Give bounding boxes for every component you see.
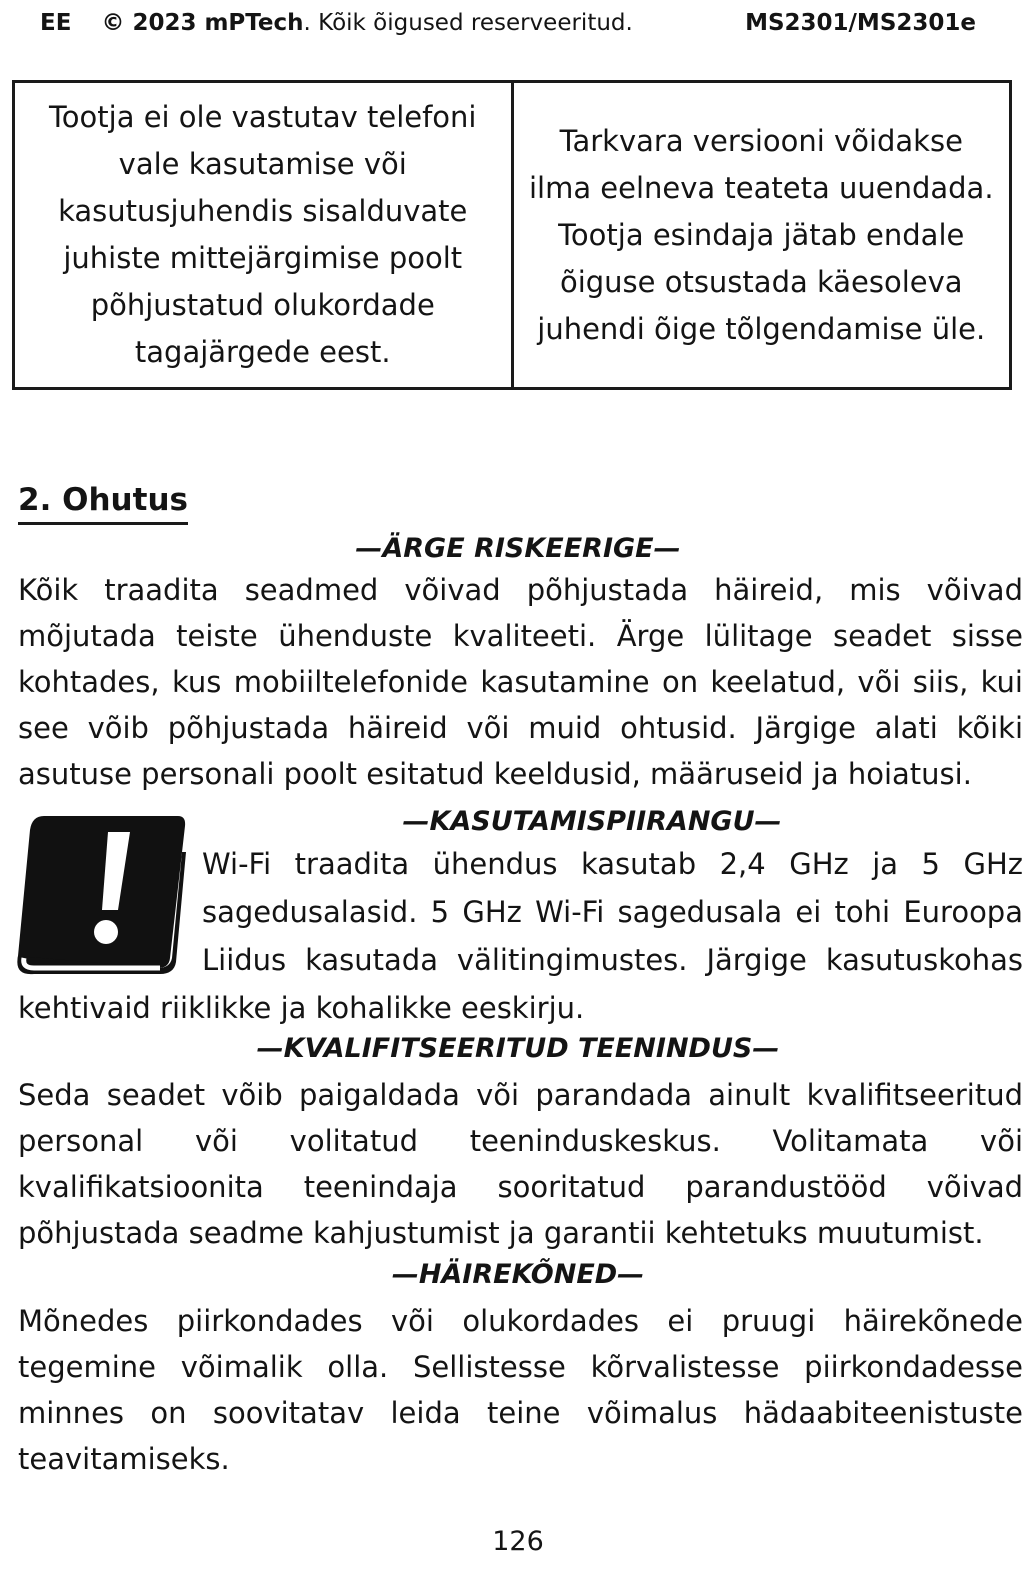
page-number: 126 — [492, 1526, 544, 1557]
emergency-text: Mõnedes piirkondades või olukordades ei pruugi häirekõnede tegemine võimalik olla. Sellistesse kõrvalistesse piirkondadesse minnes on soovitatav leida teine võimalus hädaabiteenistuste teavitamiseks. — [18, 1304, 1023, 1476]
language-code: EE — [40, 10, 72, 36]
rights-reserved: . Kõik õigused reserveeritud. — [303, 10, 633, 36]
emergency-heading: —HÄIREKÕNED— — [391, 1259, 645, 1290]
section-title: 2. Ohutus — [18, 482, 188, 525]
restrictions-heading: —KASUTAMISPIIRANGU— — [402, 806, 782, 837]
restrictions-text: Wi-Fi traadita ühendus kasutab 2,4 GHz ja 5 GHz sagedusalasid. 5 GHz Wi-Fi sagedusala ei tohi Euroopa Liidus kasutada välitingimustes. Järgige kasutuskohas kehtivaid riiklikke ja kohalikke eeskirju. — [18, 847, 1023, 1025]
service-heading: —KVALIFITSEERITUD TEENINDUS— — [256, 1033, 780, 1064]
risk-heading: —ÄRGE RISKEERIGE— — [355, 533, 681, 564]
page-header — [40, 6, 976, 40]
notice-right: Tarkvara versiooni võidakse ilma eelneva teateta uuendada. Tootja esindaja jätab endale õiguse otsustada käesoleva juhendi õige tõlgendamise üle. — [511, 83, 1010, 387]
service-text: Seda seadet võib paigaldada või parandada ainult kvalifitseeritud personal või volitatud teeninduskeskus. Volitamata või kvalifikatsioonita teenindaja sooritatud parandustööd võivad põhjustada seadme kahjustumist ja garantii kehtetuks muutumist. — [18, 1078, 1023, 1250]
model-number: MS2301/MS2301e — [745, 10, 976, 36]
notice-table — [12, 80, 1012, 390]
restrictions-paragraph — [18, 840, 1023, 1032]
copyright: © 2023 mPTech — [101, 10, 304, 36]
risk-text: Kõik traadita seadmed võivad põhjustada häireid, mis võivad mõjutada teiste ühenduste kvaliteeti. Ärge lülitage seadet sisse kohtades, kus mobiiltelefonide kasutamine on keelatud, või siis, kui see võib põhjustada häireid või muid ohtusid. Järgige alati kõiki asutuse personali poolt esitatud keeldusid, määruseid ja hoiatusi. — [18, 573, 1023, 791]
notice-left: Tootja ei ole vastutav telefoni vale kasutamise või kasutusjuhendis sisalduvate juhiste mittejärgimise poolt põhjustatud olukordade tagajärgede eest. — [49, 100, 477, 369]
